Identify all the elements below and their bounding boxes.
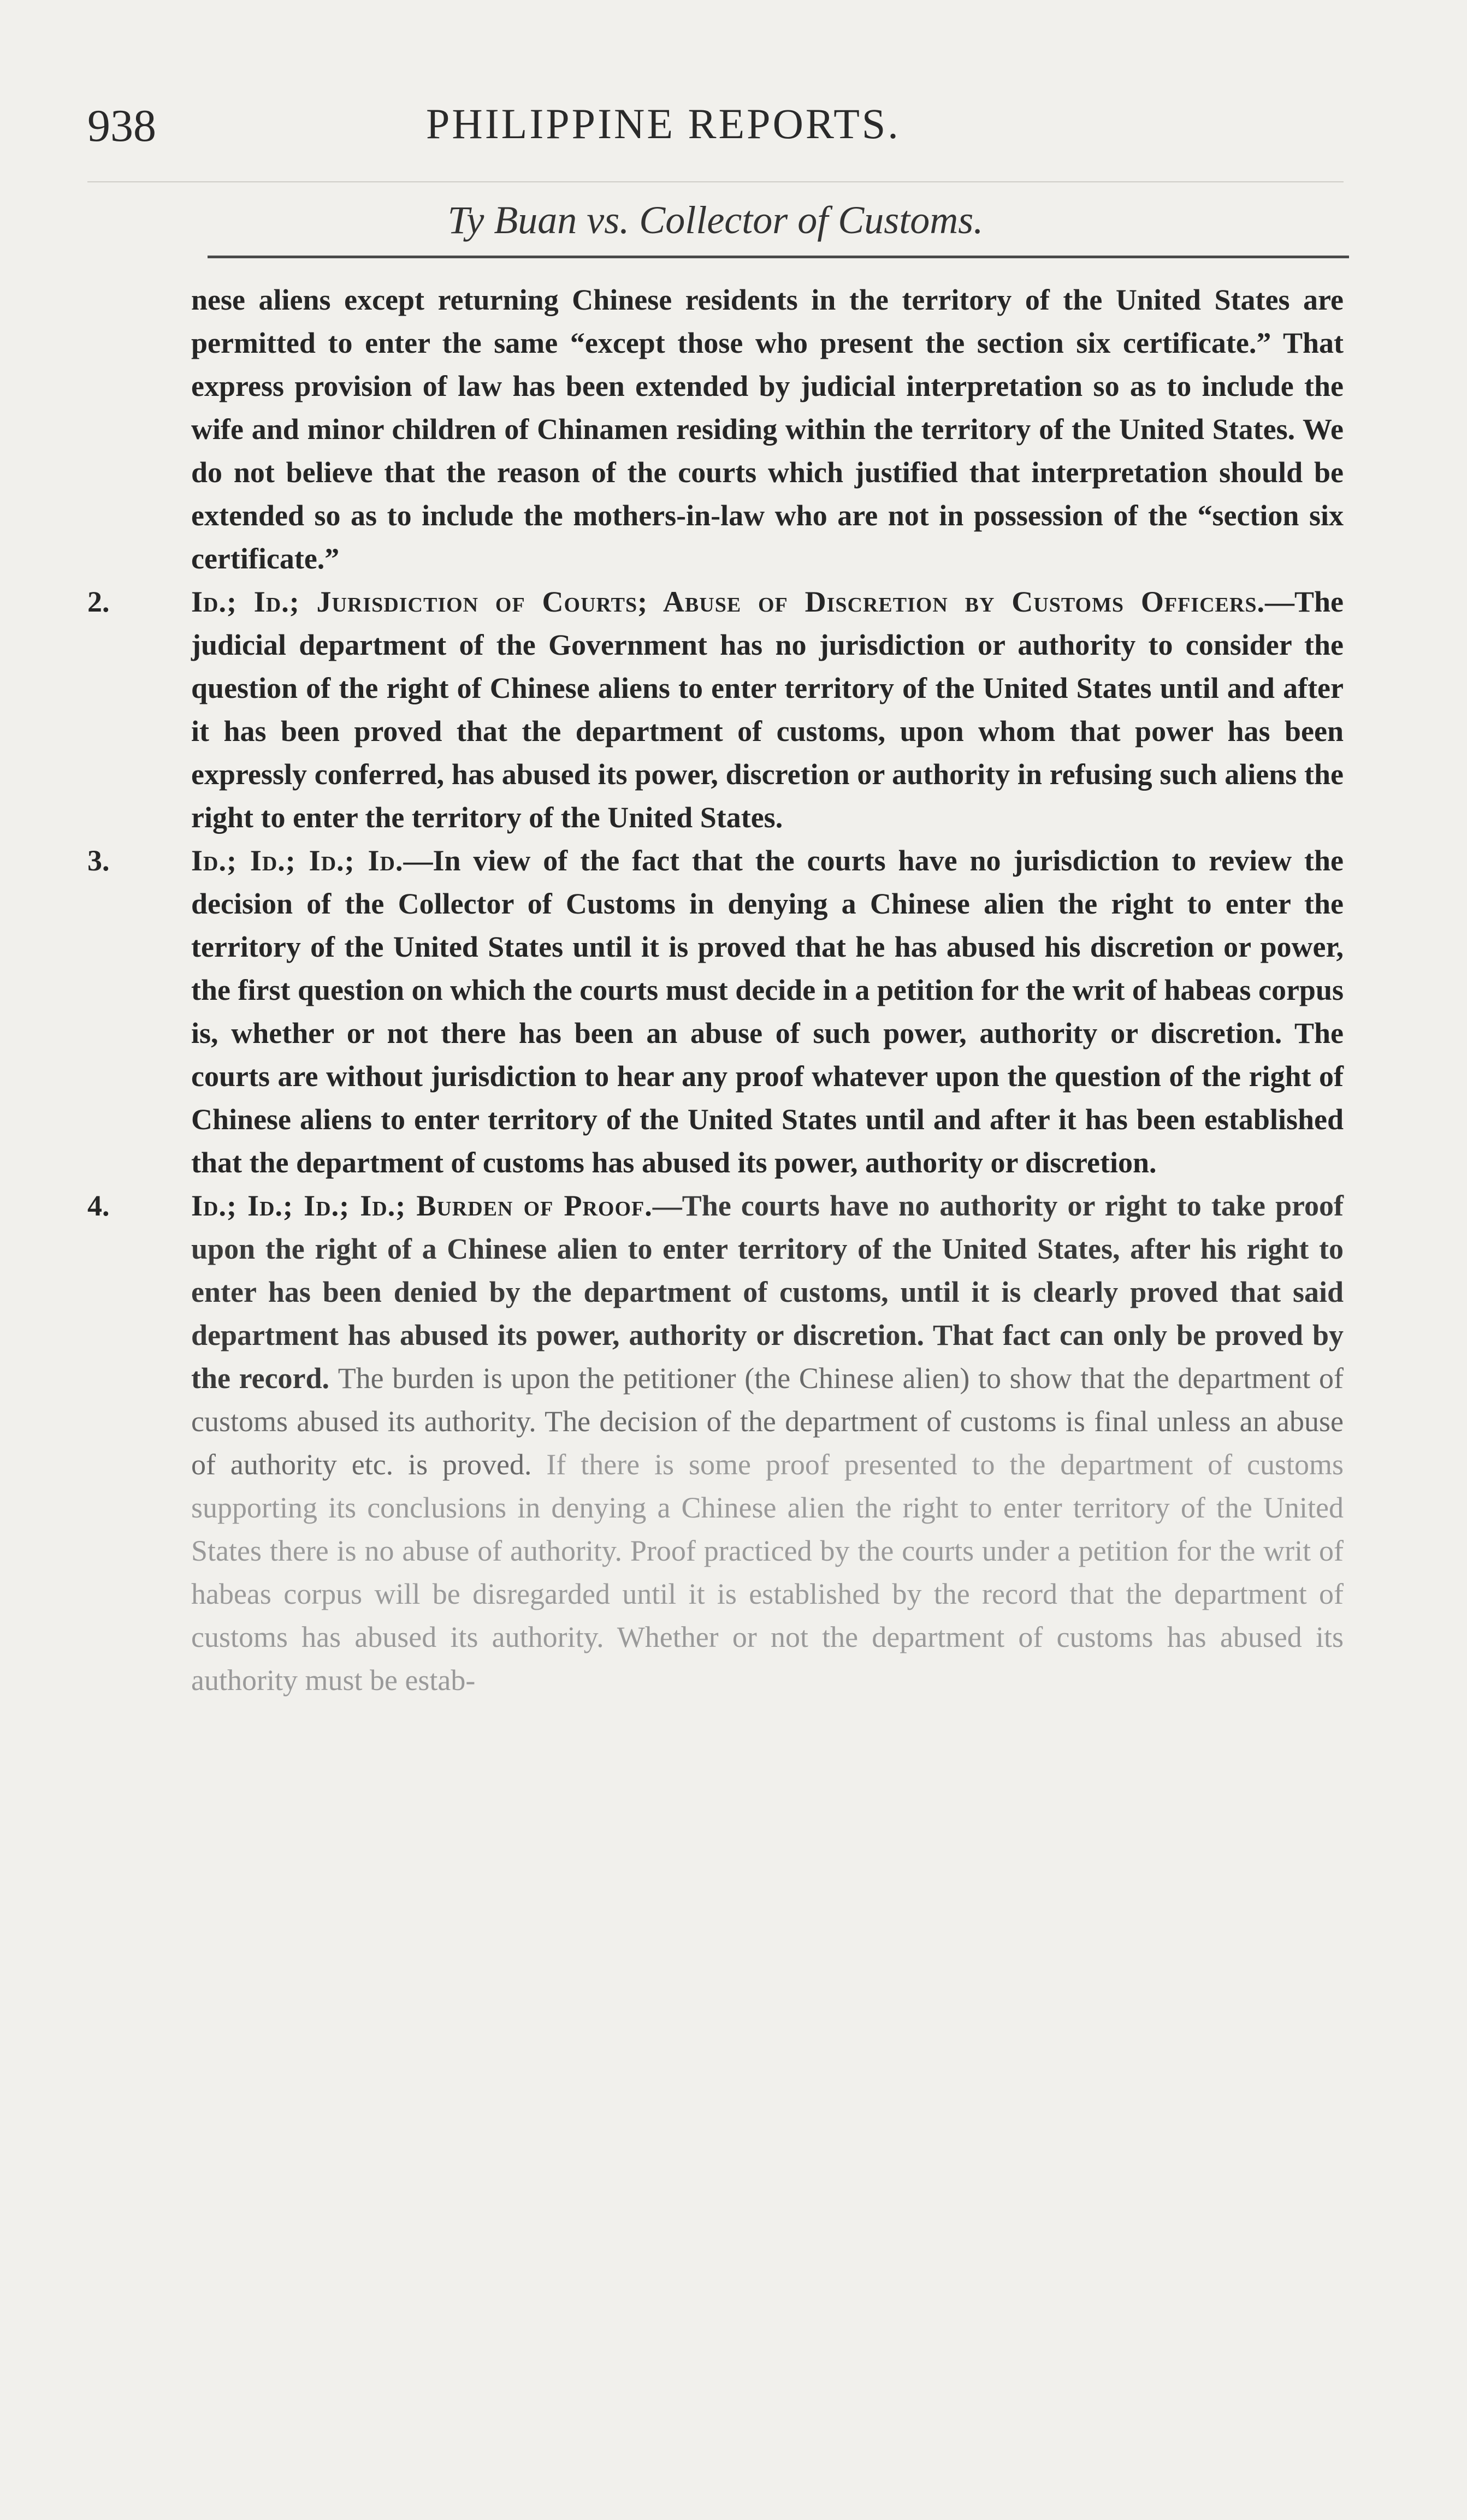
document-page	[87, 82, 1344, 2375]
running-head	[87, 82, 1344, 169]
page-number: 938	[87, 100, 156, 151]
item-text: —The judicial department of the Government has no jurisdiction or authority to consider the question of the right of Chinese aliens to enter territory of the United States until and after it has been proved that the department of customs, upon whom that power has been expressly conferred, has abused its power, discretion or authority in refusing such aliens the right to enter the territory of the United States.	[191, 585, 1344, 834]
item-lead: Id.; Id.; Id.; Id.	[191, 844, 404, 877]
case-caption: Ty Buan vs. Collector of Customs.	[447, 198, 984, 242]
caption-rule	[208, 256, 1349, 258]
header-rule	[87, 181, 1344, 182]
syllabus-item-4	[87, 1184, 1344, 1702]
syllabus-item-2	[87, 580, 1344, 839]
syllabus-item-3	[87, 839, 1344, 1184]
item-text: If there is some proof presented to the department of customs supporting its conclusions in denying a Chinese alien the right to enter territory of the United States there is no abuse of authority. Proof practiced by the courts under a petition for the writ of habeas corpus will be disregarded until it is established by the record that the department of customs has abused its authority. Whether or not the department of customs has abused its authority must be estab-	[191, 1448, 1344, 1697]
continuation-paragraph: nese aliens except returning Chinese residents in the territory of the United States are permitted to enter the same “except those who present the section six certificate.” That express provision of law has been extended by judicial interpretation so as to include the wife and minor children of Chinamen residing within the territory of the United States. We do not believe that the reason of the courts which justified that interpretation should be extended so as to include the mothers-in-law who are not in possession of the “section six certificate.”	[191, 283, 1344, 575]
item-text: —In view of the fact that the courts have no jurisdiction to review the decision of the Collector of Customs in denying a Chinese alien the right to enter the territory of the United States until it is proved that he has abused his discretion or power, the first question on which the courts must decide in a petition for the writ of habeas corpus is, whether or not there has been an abuse of such power, authority or discretion. The courts are without jurisdiction to hear any proof whatever upon the question of the right of Chinese aliens to enter territory of the United States until and after it has been established that the department of customs has abused its power, authority or discretion.	[191, 844, 1344, 1179]
item-lead: Id.; Id.; Id.; Id.; Burden of Proof.	[191, 1189, 653, 1222]
item-number: 3.	[87, 844, 110, 877]
item-text: The burden is upon the petitioner (the Chinese alien) to show that the department of customs abused its authority. The decision of the department of customs is final unless an abuse of authority etc. is proved.	[191, 1362, 1344, 1481]
journal-title: PHILIPPINE REPORTS.	[426, 100, 901, 147]
item-text: —The courts have no authority or right to take proof upon the right of a Chinese alien to enter territory of the United States, after his right to enter has been denied by the department of customs, until it is clearly proved that said department has abused its power, authority or discretion. That fact can only be proved by the record.	[191, 1189, 1344, 1395]
syllabus-body	[87, 278, 1344, 1702]
item-number: 4.	[87, 1189, 110, 1222]
item-lead: Id.; Id.; Jurisdiction of Courts; Abuse of Discretion by Customs Officers.	[191, 585, 1265, 618]
item-number: 2.	[87, 585, 110, 618]
